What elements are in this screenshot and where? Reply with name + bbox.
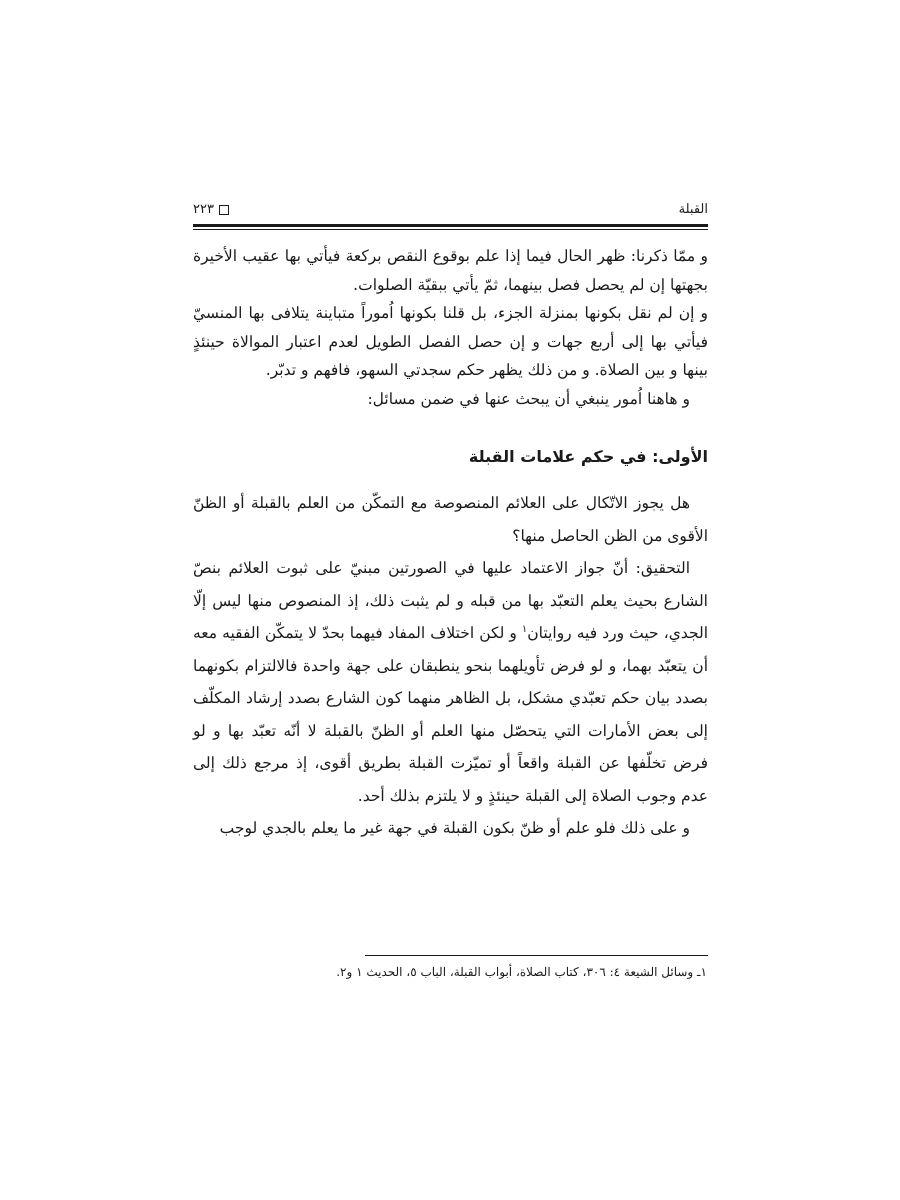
section-body [193, 487, 708, 845]
paragraph: و ممّا ذكرنا: ظهر الحال فيما إذا علم بوقوع النقص بركعة فيأتي بها عقيب الأخيرة بجهتها إن لم يحصل فصل بينهما، ثمّ يأتي ببقيّة الصلوات. [193, 247, 708, 294]
paragraph: و إن لم نقل بكونها بمنزلة الجزء، بل قلنا بكونها اُموراً متباينة يتلافى بها المنسيّ فيأتي بها إلى أربع جهات و إن حصل الفصل الطويل لعدم اعتبار الموالاة حينئذٍ بينها و بين الصلاة. و من ذلك يظهر حكم سجدتي السهو، فافهم و تدبّر. [193, 304, 708, 379]
paragraph [193, 552, 708, 812]
text-run: التحقيق: أنّ جواز الاعتماد عليها في الصورتين مبنيّ على ثبوت العلائم بنصّ الشارع بحيث يعلم التعبّد بها من قبله و لم يثبت ذلك، إذ المنصوص منها ليس إلّا الجدي، حيث ورد فيه روايتان [193, 559, 709, 642]
header-rule-thin [193, 229, 708, 230]
intro-text [193, 242, 708, 413]
page-number-text: ٢٢٣ [193, 202, 214, 217]
paragraph: و هاهنا اُمور ينبغي أن يبحث عنها في ضمن مسائل: [367, 389, 690, 408]
footnote: ١ـ وسائل الشيعة ٤: ٣٠٦، كتاب الصلاة، أبواب القبلة، الباب ٥، الحديث ١ و٢. [336, 965, 707, 979]
footnote-rule [365, 955, 708, 956]
header-rule-thick [193, 224, 708, 227]
footnote-ref[interactable]: ١ [521, 623, 528, 635]
paragraph: هل يجوز الاتّكال على العلائم المنصوصة مع التمكّن من العلم بالقبلة أو الظنّ الأقوى من الظن الحاصل منها؟ [193, 494, 708, 545]
section-heading: الأولى: في حكم علامات القبلة [468, 447, 708, 466]
paragraph: و على ذلك فلو علم أو ظنّ بكون القبلة في جهة غير ما يعلم بالجدي لوجب [219, 819, 690, 837]
page-number [193, 202, 229, 217]
text-run: و لكن اختلاف المفاد فيهما بحدّ لا يتمكّن الفقيه معه أن يتعبّد بهما، و لو فرض تأويلهما بنحو ينطبقان على جهة واحدة فالالتزام بكونهما بصدد بيان حكم تعبّدي مشكل، بل الظاهر منهما كون الشارع بصدد إرشاد المكلّف إلى بعض الأمارات التي يتحصّل منها العلم أو الظنّ بالقبلة لا أنّه تعبّد بها و لو فرض تخلّفها عن القبلة واقعاً أو تميّزت القبلة بطريق أقوى، إذ مرجع ذلك إلى عدم وجوب الصلاة إلى القبلة حينئذٍ و لا يلتزم بذلك أحد. [193, 624, 708, 805]
running-header [193, 200, 708, 222]
page [193, 200, 708, 845]
header-title: القبلة [678, 202, 708, 217]
square-icon [219, 205, 229, 215]
